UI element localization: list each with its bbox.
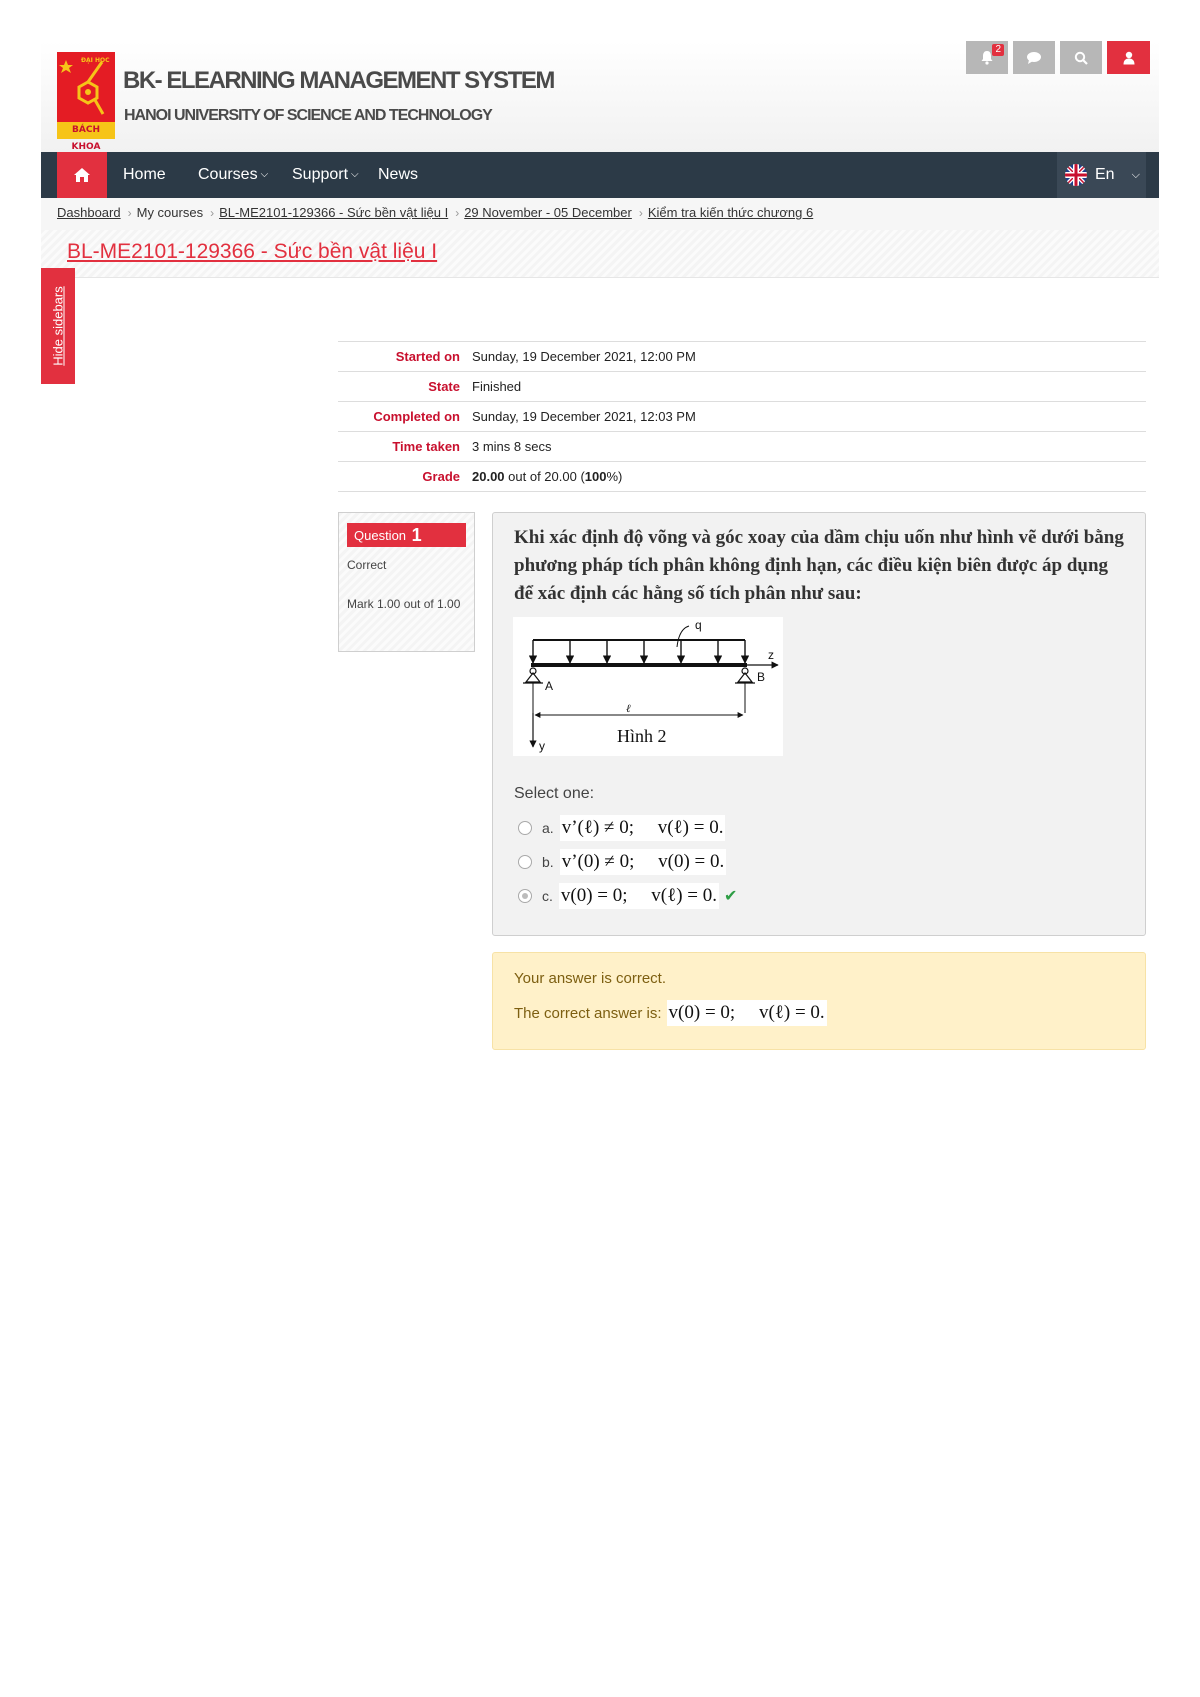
- option-formula: v’(ℓ) ≠ 0; v(ℓ) = 0.: [560, 815, 726, 841]
- question-info: [338, 512, 475, 652]
- checkmark-icon: ✔: [724, 888, 738, 905]
- summary-label: Grade: [422, 469, 460, 484]
- breadcrumb-week[interactable]: 29 November - 05 December: [464, 205, 632, 220]
- breadcrumb-quiz[interactable]: Kiểm tra kiến thức chương 6: [647, 205, 814, 220]
- user-icon: [1123, 51, 1135, 65]
- answer-feedback: [492, 952, 1146, 1050]
- question-content: [492, 512, 1146, 936]
- option-formula: v’(0) ≠ 0; v(0) = 0.: [560, 849, 727, 875]
- summary-value: Sunday, 19 December 2021, 12:03 PM: [472, 409, 696, 424]
- hide-sidebars-button[interactable]: [41, 268, 75, 384]
- summary-value: Finished: [472, 379, 522, 394]
- summary-row-time: [338, 432, 1146, 462]
- nav-courses[interactable]: [198, 152, 268, 198]
- chevron-right-icon: ›: [638, 206, 643, 220]
- breadcrumb-my-courses: My courses: [136, 205, 204, 220]
- correct-answer-formula: v(0) = 0; v(ℓ) = 0.: [667, 1000, 827, 1026]
- search-icon: [1074, 51, 1088, 65]
- option-letter: a.: [542, 820, 554, 836]
- main-navbar: [41, 152, 1159, 198]
- beam-figure: [513, 617, 783, 756]
- course-title-link[interactable]: BL-ME2101-129366 - Sức bền vật liệu I: [67, 240, 438, 263]
- axis-z-label: z: [768, 648, 774, 662]
- summary-value: Sunday, 19 December 2021, 12:00 PM: [472, 349, 696, 364]
- nav-courses-label: Courses: [198, 166, 258, 183]
- question-label: Question: [354, 528, 407, 543]
- header-actions: [966, 41, 1150, 74]
- question-mark: Mark 1.00 out of 1.00: [347, 597, 461, 611]
- notifications-button[interactable]: [966, 41, 1008, 74]
- question-number: [347, 523, 466, 547]
- summary-label: Completed on: [373, 409, 460, 424]
- nav-home-button[interactable]: [57, 152, 107, 198]
- summary-row-started: [338, 342, 1146, 372]
- radio-button[interactable]: [518, 821, 532, 835]
- axis-y-label: y: [539, 739, 545, 753]
- logo-top-text: ĐẠI HỌC: [81, 57, 110, 64]
- home-icon: [73, 167, 91, 183]
- correct-answer-label: The correct answer is:: [514, 1004, 662, 1022]
- option-letter: c.: [542, 888, 553, 904]
- grade-percent: 100: [584, 469, 607, 484]
- breadcrumb-dashboard[interactable]: Dashboard: [57, 205, 121, 220]
- chevron-down-icon: ⌵: [1131, 168, 1140, 181]
- logo-bottom-text: BÁCH KHOA: [57, 122, 115, 139]
- messages-button[interactable]: [1013, 41, 1055, 74]
- question-text: Khi xác định độ võng và góc xoay của dầm chịu uốn như hình vẽ dưới bằng phương pháp tích phân không định hạn, các điều kiện biên được áp dụng để xác định các hằng số tích phân như sau:: [514, 527, 1124, 604]
- summary-row-state: [338, 372, 1146, 402]
- answer-option-c[interactable]: [518, 883, 737, 909]
- university-logo[interactable]: [57, 52, 115, 152]
- search-button[interactable]: [1060, 41, 1102, 74]
- chat-icon: [1026, 51, 1042, 65]
- user-menu-button[interactable]: [1107, 41, 1150, 74]
- quiz-summary-table: [338, 341, 1146, 492]
- course-header: [41, 230, 1159, 278]
- question-number-value: 1: [411, 525, 422, 545]
- question-state: Correct: [347, 558, 387, 572]
- chevron-right-icon: ›: [455, 206, 460, 220]
- length-label: ℓ: [626, 702, 631, 715]
- nav-support-label: Support: [292, 166, 349, 183]
- grade-out-of: out of 20.00 (: [508, 469, 585, 484]
- summary-label: State: [428, 379, 460, 394]
- nav-home[interactable]: Home: [123, 166, 166, 183]
- support-b-label: B: [757, 670, 766, 684]
- support-a-label: A: [545, 679, 554, 693]
- chevron-down-icon: ⌵: [260, 169, 269, 180]
- nav-news[interactable]: News: [378, 166, 419, 183]
- summary-value: [472, 462, 1146, 492]
- option-letter: b.: [542, 854, 554, 870]
- uk-flag-icon: [1065, 164, 1087, 186]
- answer-option-a[interactable]: [518, 815, 725, 841]
- summary-row-completed: [338, 402, 1146, 432]
- radio-button[interactable]: [518, 855, 532, 869]
- summary-label: Started on: [395, 349, 460, 364]
- beam-diagram: [513, 617, 783, 756]
- site-title: BK- ELEARNING MANAGEMENT SYSTEM: [123, 67, 554, 94]
- feedback-result: Your answer is correct.: [514, 970, 667, 987]
- summary-label: Time taken: [392, 439, 460, 454]
- select-one-prompt: Select one:: [514, 785, 595, 802]
- nav-support[interactable]: [292, 152, 359, 198]
- breadcrumb: [41, 198, 1159, 230]
- grade-suffix: %): [606, 469, 623, 484]
- breadcrumb-course[interactable]: BL-ME2101-129366 - Sức bền vật liệu I: [219, 205, 449, 220]
- summary-row-grade: [338, 462, 1146, 492]
- chevron-right-icon: ›: [127, 206, 132, 220]
- feedback-correct-answer: [514, 1000, 827, 1026]
- answer-option-b[interactable]: [518, 849, 726, 875]
- hide-sidebars-label: Hide sidebars: [50, 286, 66, 366]
- language-selector[interactable]: [1057, 152, 1146, 198]
- figure-caption: Hình 2: [617, 726, 667, 746]
- grade-score: 20.00: [472, 469, 505, 484]
- chevron-right-icon: ›: [210, 206, 215, 220]
- load-label: q: [695, 618, 702, 632]
- notification-badge: 2: [992, 44, 1004, 56]
- site-subtitle: HANOI UNIVERSITY OF SCIENCE AND TECHNOLOGY: [124, 107, 492, 124]
- option-formula: v(0) = 0; v(ℓ) = 0.: [559, 883, 719, 909]
- radio-button-selected[interactable]: [518, 889, 532, 903]
- chevron-down-icon: ⌵: [351, 169, 359, 180]
- language-label: En: [1095, 166, 1115, 183]
- summary-value: 3 mins 8 secs: [472, 439, 552, 454]
